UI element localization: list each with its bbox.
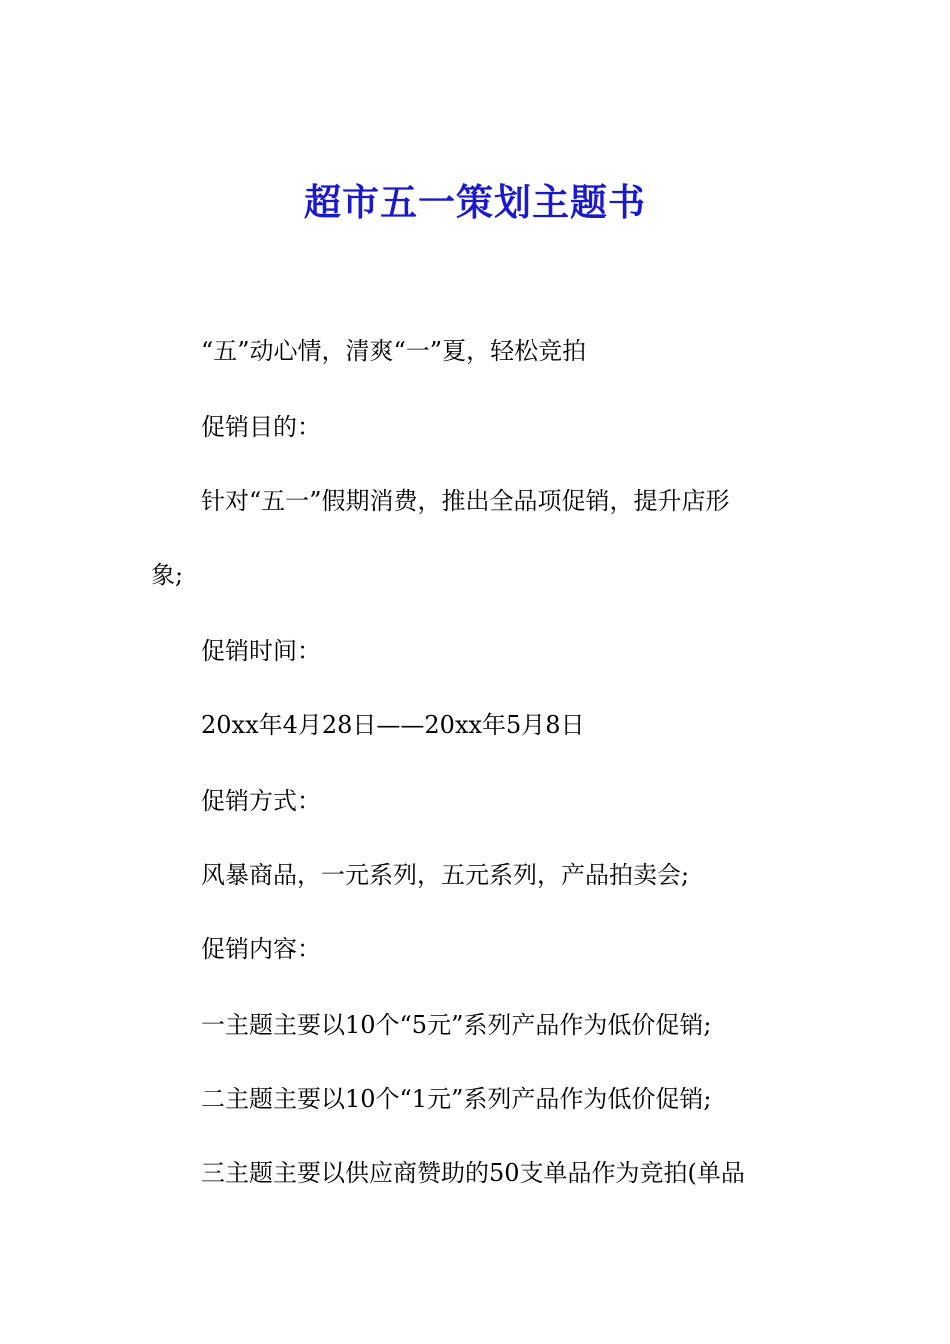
section-heading-content: 促销内容： xyxy=(201,935,321,963)
section-heading-time: 促销时间： xyxy=(201,637,321,665)
section-heading-method: 促销方式： xyxy=(201,787,321,815)
document-title: 超市五一策划主题书 xyxy=(304,180,646,224)
time-paragraph: 20xx年4月28日——20xx年5月8日 xyxy=(201,711,585,739)
method-paragraph: 风暴商品，一元系列，五元系列，产品拍卖会; xyxy=(201,861,690,889)
content-item-1: 一主题主要以10个“5元”系列产品作为低价促销; xyxy=(201,1011,712,1039)
content-item-3: 三主题主要以供应商赞助的50支单品作为竞拍(单品 xyxy=(201,1159,745,1187)
purpose-paragraph-continued: 象; xyxy=(151,561,184,589)
purpose-paragraph: 针对“五一”假期消费，推出全品项促销，提升店形 xyxy=(201,487,730,515)
content-item-2: 二主题主要以10个“1元”系列产品作为低价促销; xyxy=(201,1085,712,1113)
slogan-paragraph: “五”动心情，清爽“一”夏，轻松竞拍 xyxy=(201,337,587,365)
section-heading-purpose: 促销目的： xyxy=(201,413,321,441)
